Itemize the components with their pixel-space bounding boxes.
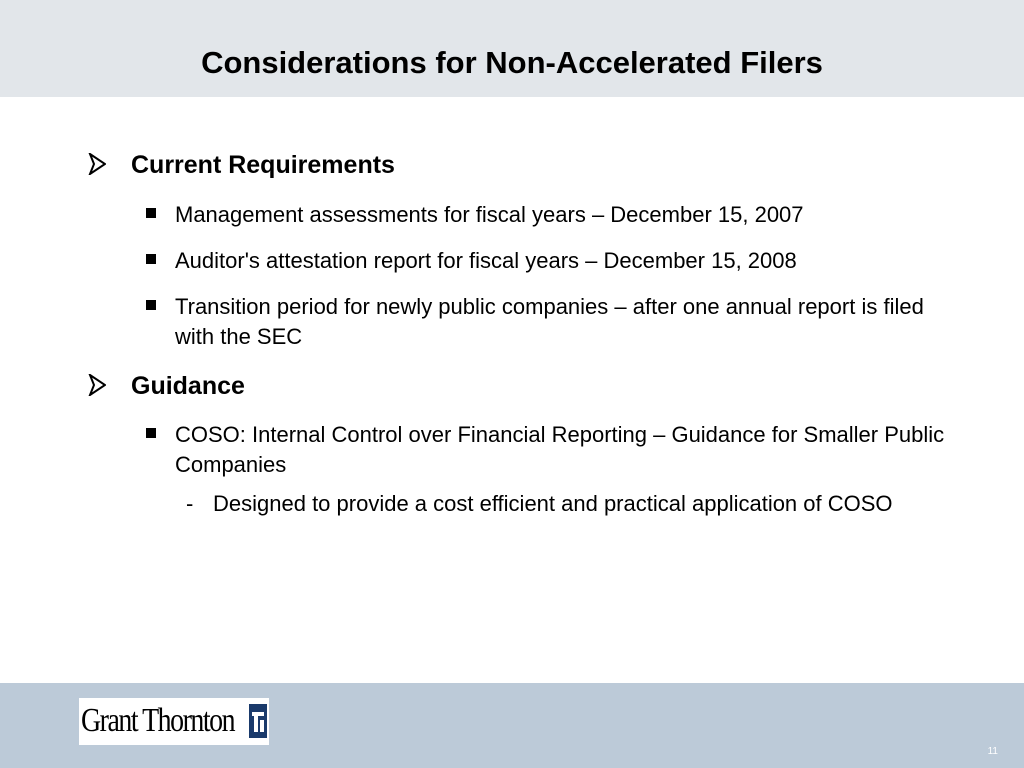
square-bullet-icon [146, 208, 156, 218]
square-bullet-icon [146, 254, 156, 264]
slide-footer [0, 683, 1024, 768]
square-bullet-icon [146, 428, 156, 438]
grant-thornton-logo [79, 698, 269, 745]
bullet-item [146, 246, 966, 276]
page-number: 11 [987, 746, 998, 757]
arrow-bullet-icon [88, 153, 106, 175]
bullet-item [146, 292, 966, 352]
bullet-item [146, 200, 966, 230]
square-bullet-icon [146, 300, 156, 310]
bullet-text: Management assessments for fiscal years – December 15, 2007 [175, 202, 804, 227]
section-heading-label: Current Requirements [131, 151, 395, 179]
slide-title: Considerations for Non-Accelerated Filers [201, 44, 823, 80]
bullet-text: Auditor's attestation report for fiscal years – December 15, 2008 [175, 248, 797, 273]
grant-thornton-logo-mark-icon [249, 704, 267, 738]
arrow-bullet-icon [88, 374, 106, 396]
logo-wordmark: Grant Thornton [81, 702, 235, 739]
bullet-text: COSO: Internal Control over Financial Reporting – Guidance for Smaller Public Companies [175, 422, 945, 477]
bullet-item [146, 420, 966, 480]
bullet-text: Transition period for newly public companies – after one annual report is filed with the SEC [175, 294, 924, 349]
sub-bullet-item [186, 489, 956, 519]
dash-bullet-marker: - [186, 491, 194, 516]
section-heading-label: Guidance [131, 372, 245, 400]
sub-bullet-text: Designed to provide a cost efficient and practical application of COSO [213, 491, 893, 516]
